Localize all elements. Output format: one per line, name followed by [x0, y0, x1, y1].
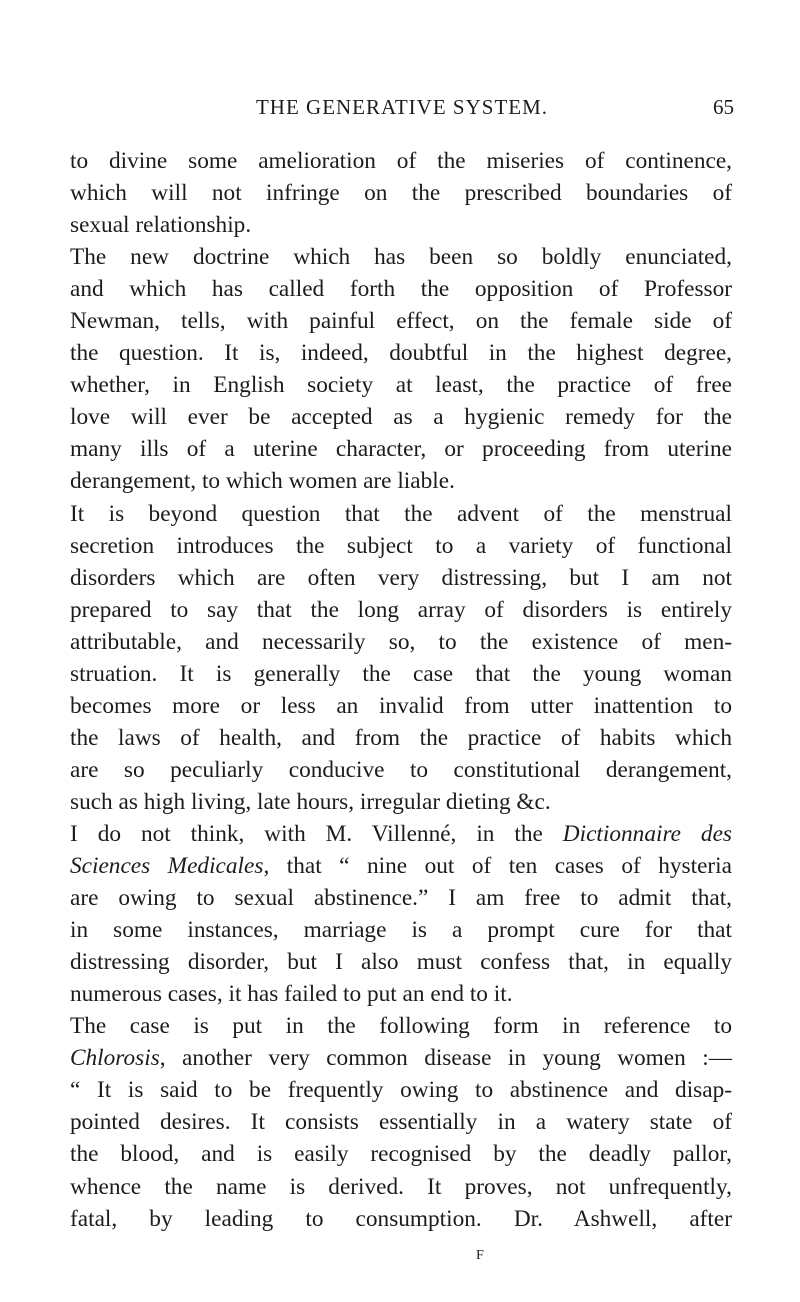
text-line: attributable, and necessarily so, to the existence of men-: [70, 628, 732, 655]
page-header: [70, 95, 734, 123]
text-line: such as high living, late hours, irregular dieting &c.: [70, 788, 551, 815]
text-line: and which has called forth the opposition of Professor: [70, 276, 732, 303]
text-line: struation. It is generally the case that the young woman: [70, 660, 732, 687]
text-fragment: , that “ nine out of ten cases of hysteria: [263, 853, 732, 880]
text-line: which will not infringe on the prescribed boundaries of: [70, 180, 732, 207]
text-line: whence the name is derived. It proves, not unfrequently,: [70, 1173, 732, 1200]
text-line: pointed desires. It consists essentially in a watery state of: [70, 1109, 732, 1136]
italic-term: Chlorosis: [70, 1045, 160, 1072]
text-line: whether, in English society at least, the practice of free: [70, 372, 732, 399]
text-line: are owing to sexual abstinence.” I am free to admit that,: [70, 885, 732, 912]
text-line: many ills of a uterine character, or proceeding from uterine: [70, 436, 732, 463]
text-line: “ It is said to be frequently owing to abstinence and disap-: [70, 1077, 732, 1104]
text-line: [70, 1042, 732, 1074]
text-line: disorders which are often very distressing, but I am not: [70, 564, 732, 591]
text-line: prepared to say that the long array of disorders is entirely: [70, 596, 732, 623]
running-title: THE GENERATIVE SYSTEM.: [255, 95, 549, 119]
text-line: secretion introduces the subject to a variety of functional: [70, 532, 732, 559]
text-line: distressing disorder, but I also must confess that, in equally: [70, 949, 732, 976]
text-line: derangement, to which women are liable.: [70, 468, 455, 495]
text-line: becomes more or less an invalid from utter inattention to: [70, 692, 732, 719]
text-line: The case is put in the following form in reference to: [70, 1013, 732, 1040]
italic-title: Sciences Medicales: [70, 853, 264, 880]
text-line: the laws of health, and from the practice of habits which: [70, 724, 732, 751]
text-line: It is beyond question that the advent of the menstrual: [70, 500, 732, 527]
text-line: love will ever be accepted as a hygienic remedy for the: [70, 404, 732, 431]
text-line: The new doctrine which has been so boldly enunciated,: [70, 244, 732, 271]
signature-mark: F: [476, 1248, 484, 1263]
text-line: [70, 850, 732, 882]
text-line: are so peculiarly conducive to constitutional derangement,: [70, 756, 732, 783]
italic-title: Dictionnaire des: [562, 820, 732, 847]
text-line: to divine some amelioration of the miseries of continence,: [70, 148, 732, 174]
text-line: sexual relationship.: [70, 212, 252, 239]
text-line: the blood, and is easily recognised by the deadly pallor,: [70, 1141, 732, 1168]
text-line: Newman, tells, with painful effect, on the female side of: [70, 308, 732, 335]
text-line: in some instances, marriage is a prompt cure for that: [70, 917, 732, 944]
page-number: 65: [713, 95, 734, 119]
text-fragment: , another very common disease in young women :—: [159, 1045, 732, 1072]
text-line: numerous cases, it has failed to put an end to it.: [70, 981, 513, 1008]
body-text: [70, 145, 732, 1235]
text-line: fatal, by leading to consumption. Dr. Ashwell, after: [70, 1205, 732, 1232]
text-line: [70, 818, 732, 850]
text-fragment: I do not think, with M. Villenné, in the: [70, 820, 563, 847]
text-line: the question. It is, indeed, doubtful in the highest degree,: [70, 340, 732, 367]
